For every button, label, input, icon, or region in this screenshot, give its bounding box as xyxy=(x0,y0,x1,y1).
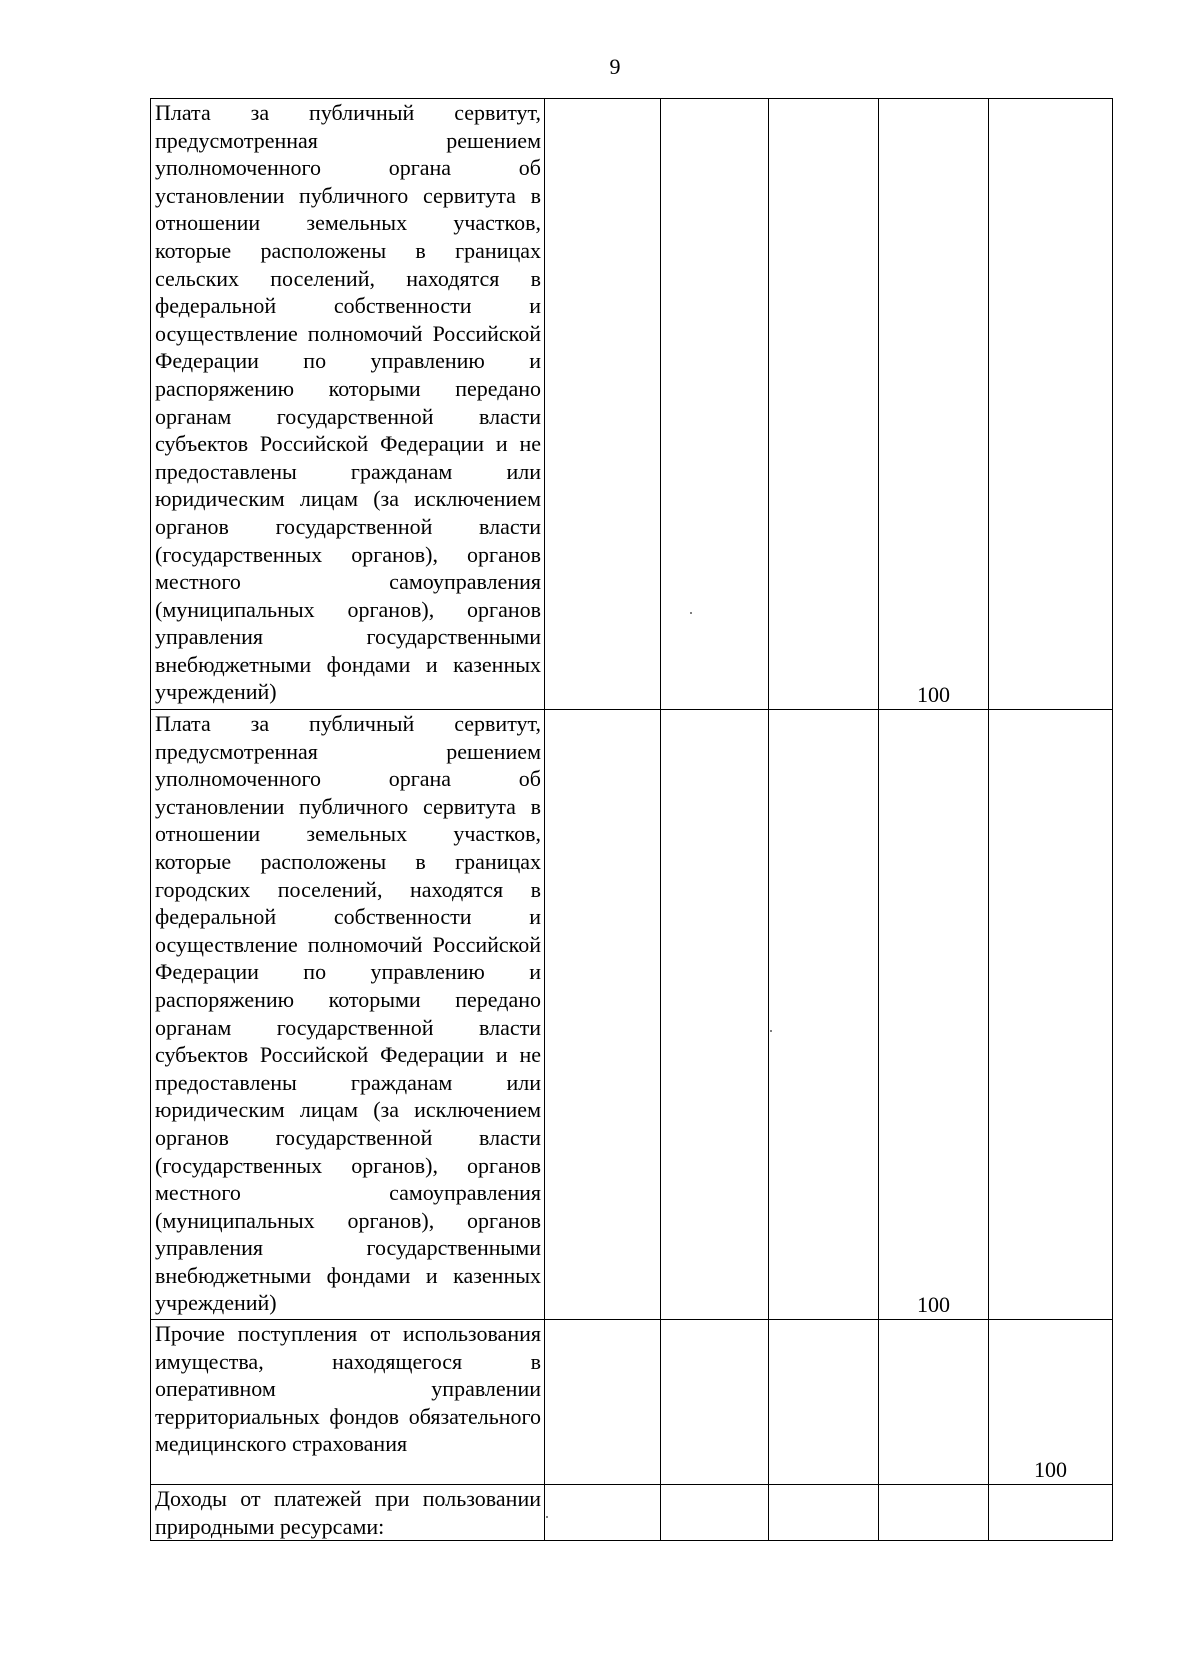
value-cell xyxy=(879,1320,989,1485)
value-cell xyxy=(545,1320,661,1485)
value-cell xyxy=(545,99,661,710)
table-row xyxy=(151,1485,1113,1541)
value-cell xyxy=(769,99,879,710)
value-cell xyxy=(769,710,879,1320)
value-cell xyxy=(661,1320,769,1485)
value-cell: 100 xyxy=(879,99,989,710)
value-cell xyxy=(661,1485,769,1541)
value-cell xyxy=(545,710,661,1320)
table-row xyxy=(151,1320,1113,1485)
value-cell xyxy=(989,710,1113,1320)
row-description: Доходы от платежей при пользовании природными ресурсами: xyxy=(151,1485,545,1541)
row-description: Прочие поступления от использования имущества, находящегося в оперативном управлении территориальных фондов обязательного медицинского страхования xyxy=(151,1320,545,1485)
table-row xyxy=(151,99,1113,710)
value-cell xyxy=(769,1485,879,1541)
value-cell xyxy=(769,1320,879,1485)
page-number: 9 xyxy=(609,54,621,79)
value-cell xyxy=(545,1485,661,1541)
row-description: Плата за публичный сервитут, предусмотренная решением уполномоченного органа об установлении публичного сервитута в отношении земельных участков, которые расположены в границах городских поселений, находятся в федеральной собственности и осуществление полномочий Российской Федерации по управлению и распоряжению которыми передано органам государственной власти субъектов Российской Федерации и не предоставлены гражданам или юридическим лицам (за исключением органов государственной власти (государственных органов), органов местного самоуправления (муниципальных органов), органов управления государственными внебюджетными фондами и казенных учреждений) xyxy=(151,710,545,1320)
value-cell xyxy=(989,99,1113,710)
value-cell xyxy=(661,99,769,710)
scan-speck xyxy=(546,1516,548,1518)
value-cell: 100 xyxy=(879,710,989,1320)
scan-speck xyxy=(690,612,692,614)
value-cell: 100 xyxy=(989,1320,1113,1485)
row-description: Плата за публичный сервитут, предусмотренная решением уполномоченного органа об установлении публичного сервитута в отношении земельных участков, которые расположены в границах сельских поселений, находятся в федеральной собственности и осуществление полномочий Российской Федерации по управлению и распоряжению которыми передано органам государственной власти субъектов Российской Федерации и не предоставлены гражданам или юридическим лицам (за исключением органов государственной власти (государственных органов), органов местного самоуправления (муниципальных органов), органов управления государственными внебюджетными фондами и казенных учреждений) xyxy=(151,99,545,710)
value-cell xyxy=(989,1485,1113,1541)
scan-speck xyxy=(770,1030,772,1032)
value-cell xyxy=(661,710,769,1320)
table-row xyxy=(151,710,1113,1320)
value-cell xyxy=(879,1485,989,1541)
revenue-table xyxy=(150,98,1113,1541)
